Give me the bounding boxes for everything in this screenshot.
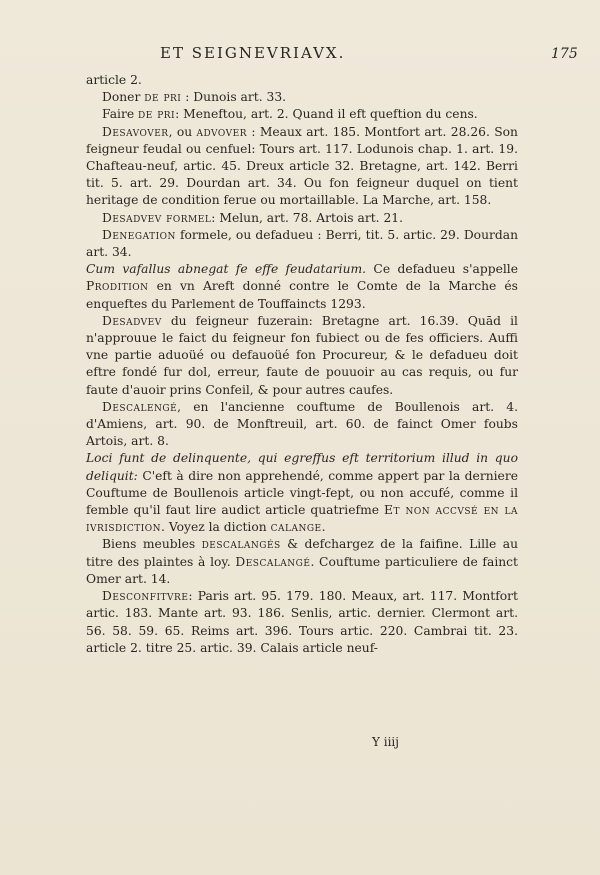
signature-mark: Y iiij	[372, 735, 399, 749]
entry-desavover: Desavover, ou advover : Meaux art. 185. Montfort art. 28.26. Son feigneur feudal ou cenfuel: Tours art. 117. Lodunois chap. 1. art. 19. Chafteau-neuf, artic. 45. Dreux article 32. Bretagne, art. 142. Berri tit. 5. art. 29. Dourdan art. 34. Ou fon feigneur duquel on tient heritage de condition ferue ou mortaillable. La Marche, art. 158.	[86, 124, 518, 208]
headword: Desadvev	[102, 313, 162, 328]
entry-descalenge: Descalengé, en l'ancienne couftume de Boullenois art. 4. d'Amiens, art. 90. de Monftreuil, art. 60. de fainct Omer foubs Artois, art. 8.	[86, 399, 518, 449]
headword: Denegation	[102, 227, 176, 242]
headword: Prodition	[86, 279, 149, 294]
headword: Desconfitvre	[102, 589, 189, 604]
text-block	[86, 72, 518, 657]
entry-latin-loci: Loci funt de delinquente, qui egreffus eft territorium illud in quo deliquit: C'eft à dire non apprehendé, comme appert par la derniere Couftume de Boullenois article vingt-fept, ou non accufé, comme il femble qu'il faut lire audict article quatriefme Et non accvsé en la ivrisdiction. Voyez la diction calange.	[86, 451, 518, 535]
headword: Descalengé	[102, 399, 178, 414]
headword: descalangés	[201, 537, 281, 552]
headword: Desadvev formel	[102, 210, 212, 225]
latin-quote: Cum vafallus abnegat fe effe feudatarium.	[86, 262, 367, 277]
quoted-phrase: Et non accvsé en la ivrisdiction	[86, 503, 518, 535]
headword: advover	[196, 124, 247, 139]
page-header	[0, 44, 600, 70]
headword: de pri	[144, 90, 182, 105]
page-number: 175	[551, 46, 578, 62]
headword: Descalangé	[235, 554, 311, 569]
entry-doner-depri: Doner de pri : Dunois art. 33.	[102, 90, 287, 105]
headword: Desavover	[102, 124, 169, 139]
entry-biens-meubles: Biens meubles descalangés & defchargez de la faifine. Lille au titre des plaintes à loy. Descalangé. Couftume particuliere de fainct Omer art. 14.	[86, 537, 518, 586]
entry-faire-depri: Faire de pri: Meneftou, art. 2. Quand il eft queftion du cens.	[102, 107, 478, 122]
entry-denegation: Denegation formele, ou defadueu : Berri, tit. 5. artic. 29. Dourdan art. 34.	[86, 227, 518, 260]
entry-desconfiture: Desconfitvre: Paris art. 95. 179. 180. Meaux, art. 117. Montfort artic. 183. Mante art. 93. 186. Senlis, artic. dernier. Clermont art. 56. 58. 59. 65. Reims art. 396. Tours artic. 220. Cambrai tit. 23. article 2. titre 25. artic. 39. Calais article neuf-	[86, 589, 518, 655]
entry-latin-cum-vasallus: Cum vafallus abnegat fe effe feudatarium. Ce defadueu s'appelle Prodition en vn Areft donné contre le Comte de la Marche és enqueftes du Parlement de Touffaincts 1293.	[86, 262, 518, 311]
paragraph: article 2.	[86, 73, 142, 87]
entry-desadvev-suzerain: Desadvev du feigneur fuzerain: Bretagne art. 16.39. Quād il n'approuue le faict du feigneur fon fubiect ou de fes officiers. Auffi vne partie aduoüé ou defauoüé fon Procureur, & le defadueu doit eftre fondé fur dol, erreur, faute de pouuoir au cas requis, ou fur faute d'auoir prins Confeil, & pour autres caufes.	[86, 313, 518, 397]
entry-desadvev-formel: Desadvev formel: Melun, art. 78. Artois art. 21.	[102, 210, 404, 225]
latin-quote: Loci funt de delinquente, qui egreffus eft territorium illud in quo deliquit:	[86, 451, 518, 483]
cross-reference: calange	[270, 520, 322, 535]
headword: de pri	[138, 107, 176, 122]
running-title: ET SEIGNEVRIAVX.	[160, 44, 346, 62]
